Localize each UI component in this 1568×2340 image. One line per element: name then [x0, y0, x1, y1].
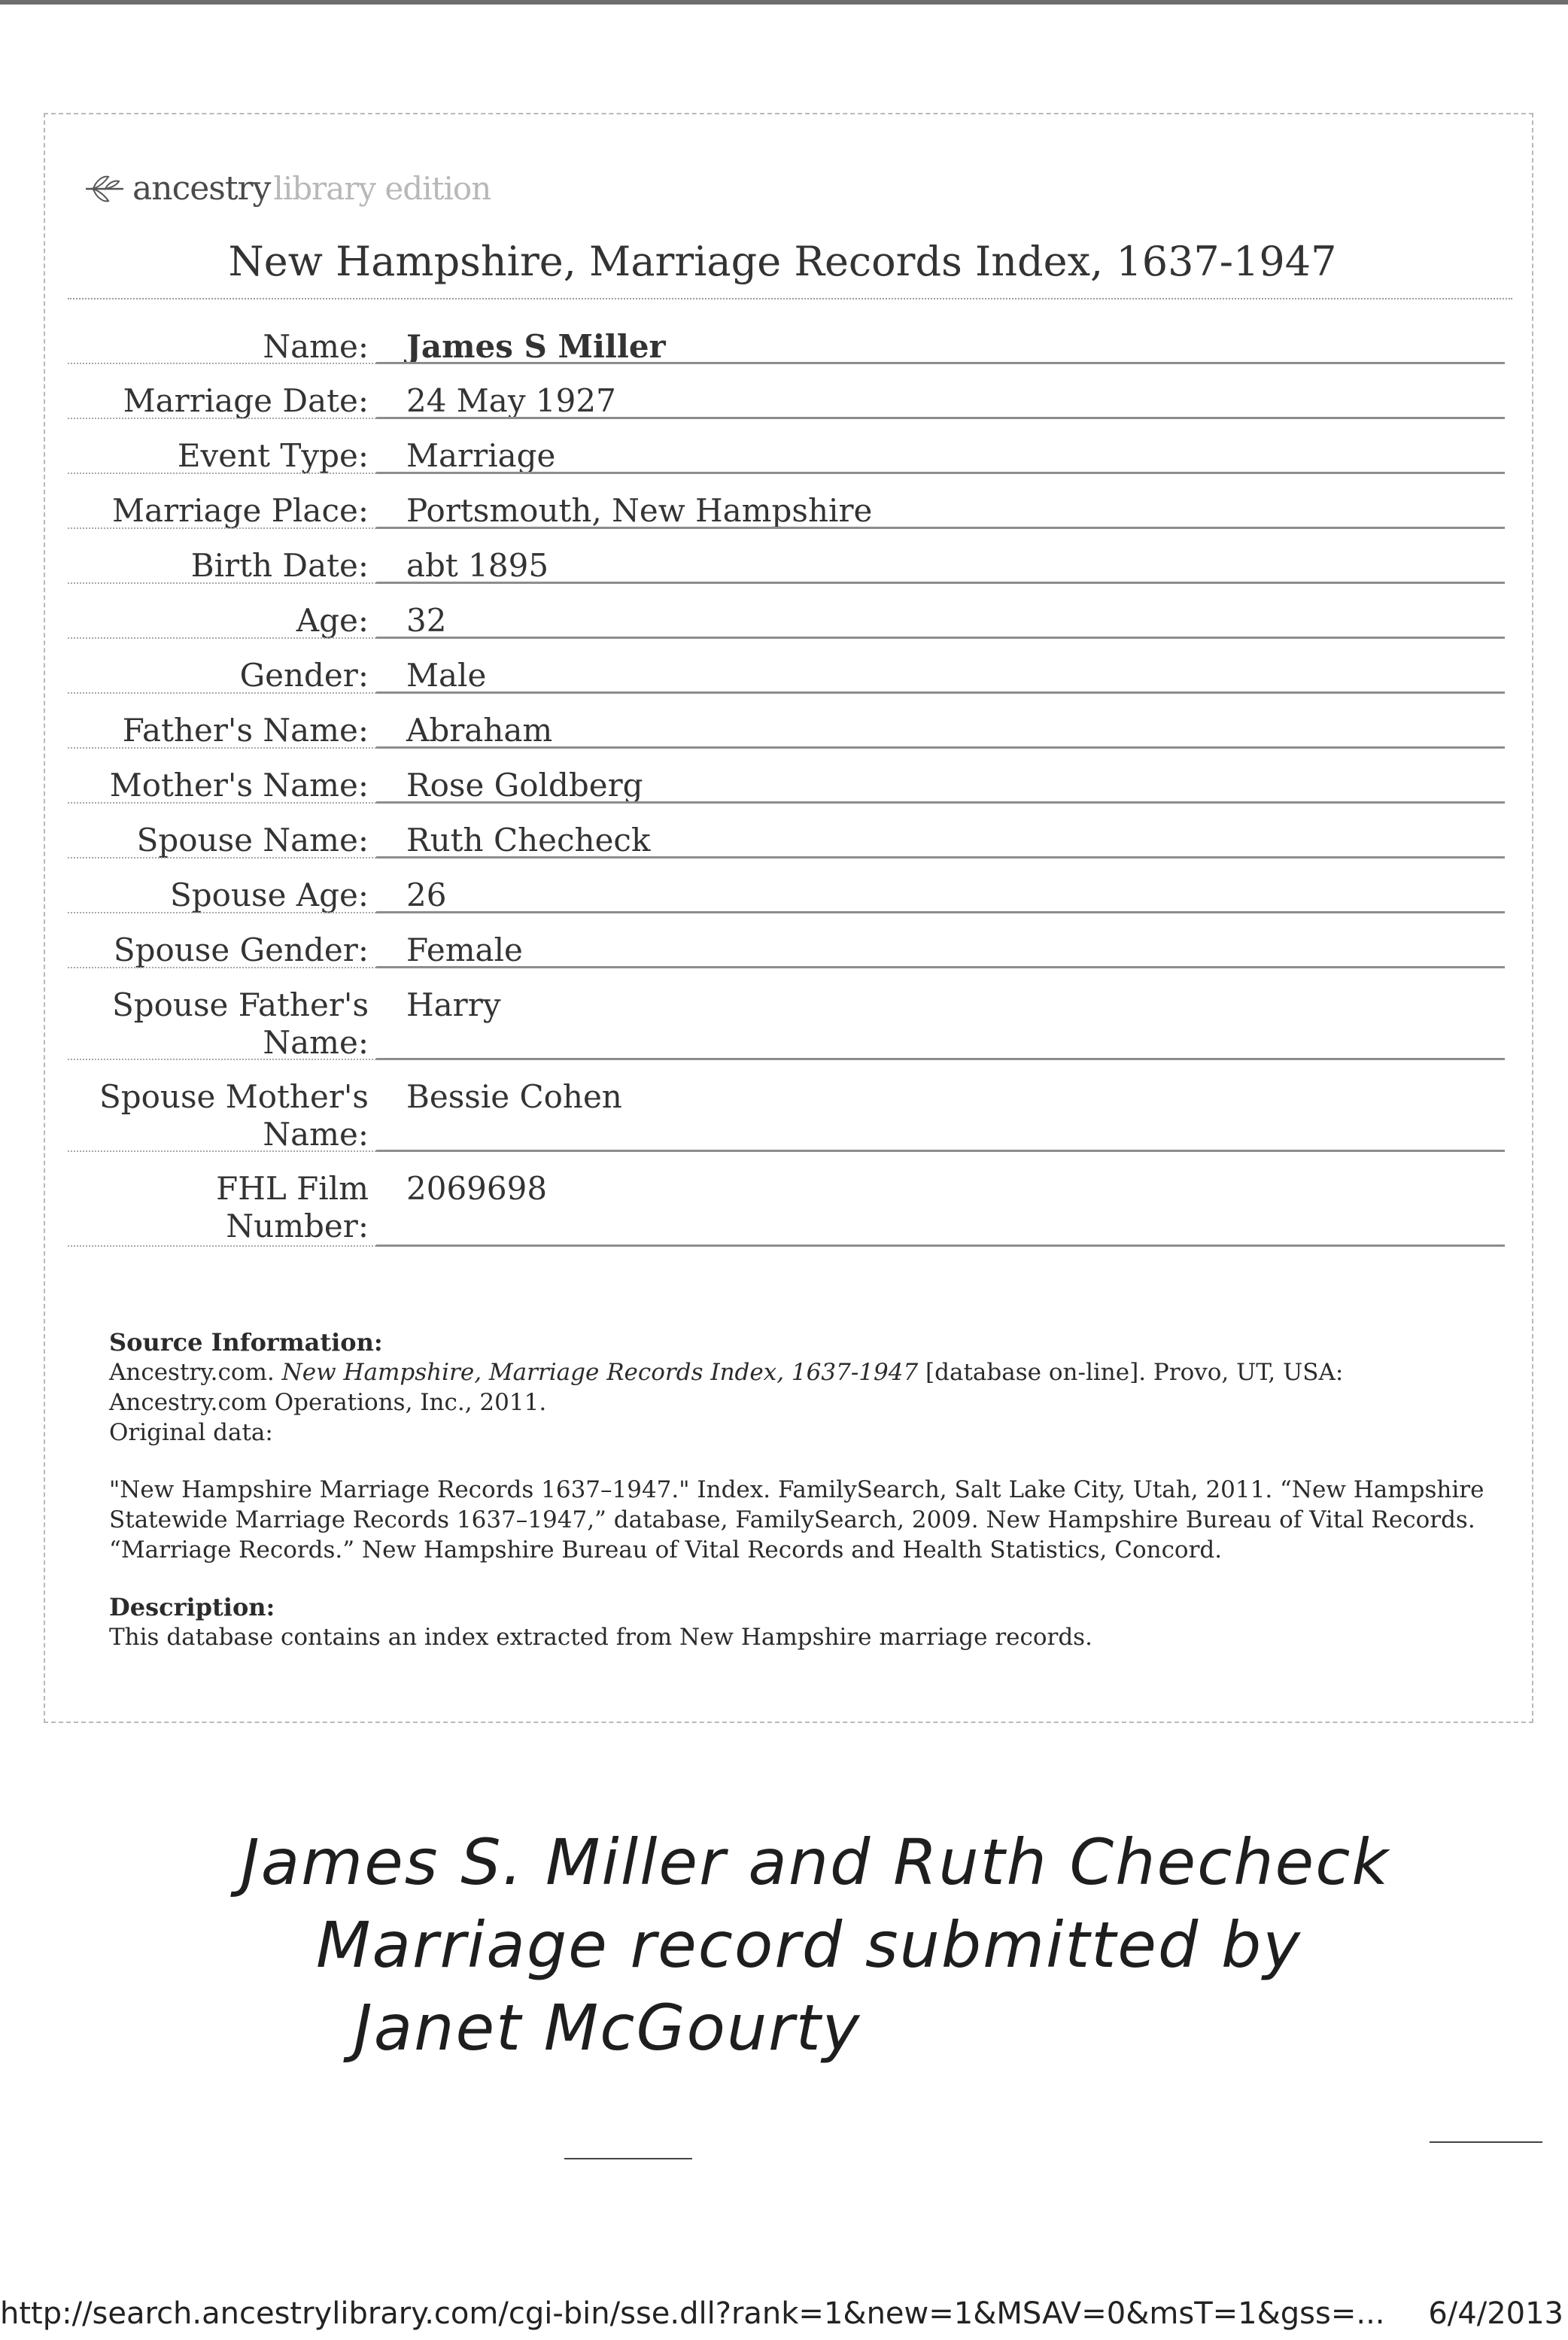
record-value: Rose Goldberg	[406, 767, 643, 804]
record-label: Gender:	[239, 657, 369, 694]
spacer	[109, 1565, 1509, 1592]
record-row-gender	[68, 639, 1520, 694]
stray-mark	[564, 2158, 692, 2159]
spacer	[109, 1448, 1509, 1475]
record-row-mother-name	[68, 749, 1520, 804]
record-value: Abraham	[406, 712, 553, 749]
row-divider	[68, 1245, 376, 1247]
leaf-icon	[83, 169, 126, 207]
record-value: 2069698	[406, 1170, 548, 1207]
record-row-name	[68, 310, 1520, 364]
record-value: Bessie Cohen	[406, 1078, 622, 1115]
record-row-age	[68, 584, 1520, 639]
record-label: Mother's Name:	[109, 767, 369, 804]
handwritten-line: Marriage record submitted by	[316, 1908, 1302, 1982]
record-value: James S Miller	[406, 328, 666, 365]
record-label: Spouse Gender:	[113, 931, 369, 968]
handwritten-line: James S. Miller and Ruth Checheck	[241, 1825, 1390, 1899]
record-label: Event Type:	[177, 437, 369, 474]
scan-top-edge	[0, 0, 1568, 5]
original-data-text: "New Hampshire Marriage Records 1637–1947." Index. FamilySearch, Salt Lake City, Utah, 2011. “New Hampshire Statewide Marriage Records 1637–1947,” database, FamilySearch, 2009. New Hampshire Bureau of Vital Records. “Marriage Records.” New Hampshire Bureau of Vital Records and Health Statistics, Concord.	[109, 1476, 1484, 1564]
record-label: Age:	[296, 602, 369, 639]
footer-date: 6/4/2013	[1428, 2296, 1563, 2331]
record-label: Spouse Mother's Name:	[99, 1078, 369, 1153]
record-row-spouse-age	[68, 859, 1520, 913]
record-label: Father's Name:	[122, 712, 369, 749]
row-divider	[376, 1244, 1505, 1247]
record-label: FHL Film Number:	[216, 1170, 369, 1244]
source-information	[109, 1327, 1509, 1652]
citation-prefix: Ancestry.com.	[109, 1359, 282, 1386]
record-value: Portsmouth, New Hampshire	[406, 492, 873, 529]
stray-mark	[1430, 2141, 1542, 2143]
record-row-birth-date	[68, 529, 1520, 584]
record-row-fhl-film-number	[68, 1152, 1520, 1247]
citation-suffix: [database on-line]. Provo, UT, USA: Ancestry.com Operations, Inc., 2011.	[109, 1359, 1344, 1416]
description-text: This database contains an index extracted from New Hampshire marriage records.	[109, 1624, 1092, 1651]
source-heading: Source Information:	[109, 1328, 383, 1357]
record-label: Spouse Age:	[170, 877, 369, 913]
record-row-father-name	[68, 694, 1520, 749]
citation-title: New Hampshire, Marriage Records Index, 1637-1947	[281, 1359, 919, 1386]
record-value: Ruth Checheck	[406, 822, 651, 859]
description-heading: Description:	[109, 1593, 275, 1621]
logo-subtitle: library edition	[273, 169, 491, 207]
record-label: Marriage Place:	[111, 492, 369, 529]
page-title: New Hampshire, Marriage Records Index, 1637-1947	[228, 238, 1337, 285]
footer-url: http://search.ancestrylibrary.com/cgi-bin/sse.dll?rank=1&new=1&MSAV=0&msT=1&gss=...	[0, 2296, 1385, 2331]
record-value: 26	[406, 877, 447, 913]
title-divider	[68, 298, 1512, 299]
record-row-spouse-mother-name	[68, 1060, 1520, 1152]
record-row-marriage-place	[68, 474, 1520, 529]
record-row-spouse-name	[68, 804, 1520, 859]
record-row-event-type	[68, 419, 1520, 474]
record-label: Marriage Date:	[123, 382, 369, 419]
logo-wordmark: ancestry	[132, 169, 271, 208]
record-value: 32	[406, 602, 447, 639]
record-value: Female	[406, 931, 523, 968]
handwritten-note	[241, 1821, 1520, 2069]
record-label: Spouse Name:	[136, 822, 369, 859]
record-row-spouse-father-name	[68, 968, 1520, 1060]
record-label: Spouse Father's Name:	[111, 986, 369, 1061]
record-value: 24 May 1927	[406, 382, 616, 419]
record-row-marriage-date	[68, 364, 1520, 419]
record-label: Birth Date:	[190, 547, 369, 584]
original-data-label: Original data:	[109, 1419, 273, 1446]
ancestry-logo	[83, 166, 491, 211]
record-row-spouse-gender	[68, 913, 1520, 968]
source-citation	[109, 1357, 1509, 1418]
record-value: Male	[406, 657, 487, 694]
record-table	[68, 310, 1520, 1247]
record-value: Marriage	[406, 437, 556, 474]
record-value: abt 1895	[406, 547, 549, 584]
handwritten-line: Janet McGourty	[354, 1991, 861, 2065]
record-value: Harry	[406, 986, 501, 1023]
record-label: Name:	[263, 328, 369, 365]
print-footer	[0, 2296, 1568, 2334]
